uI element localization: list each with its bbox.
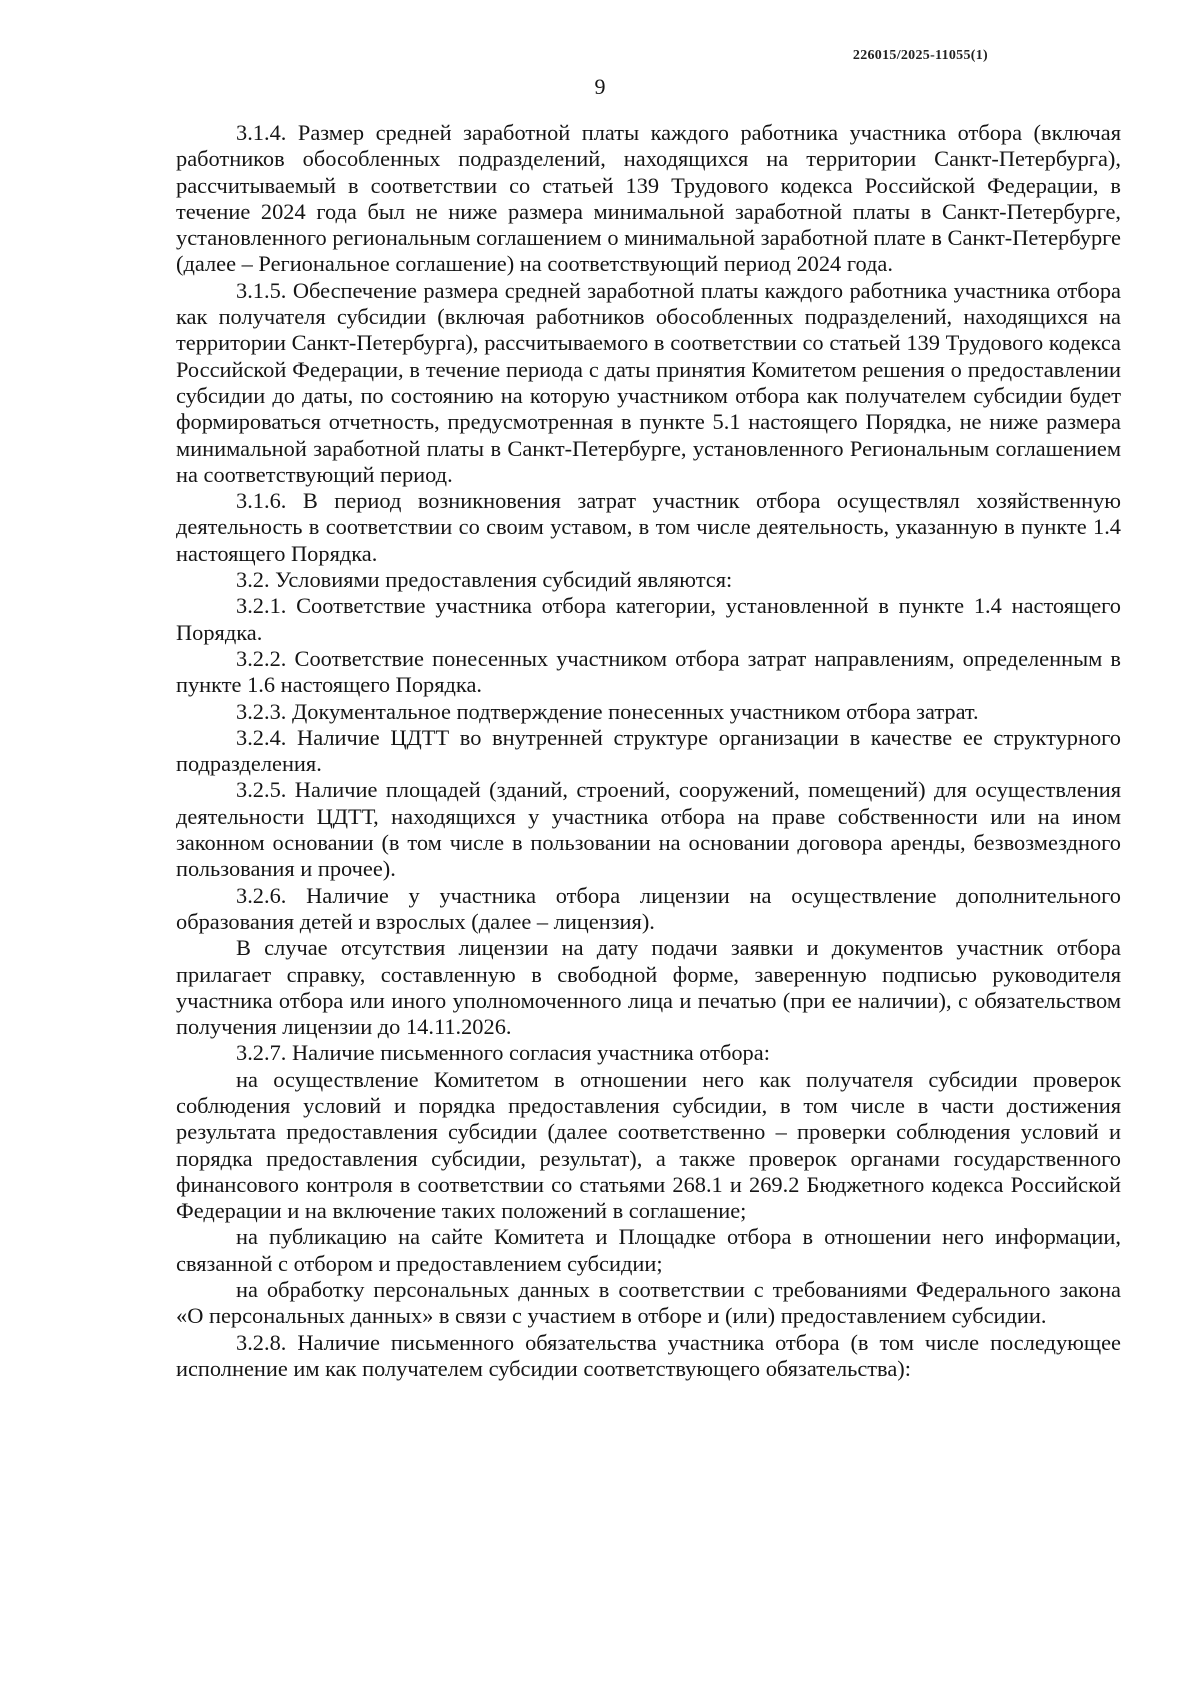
paragraph-3-2: 3.2. Условиями предоставления субсидий являются: [236,567,733,593]
paragraph-3-2-6: 3.2.6. Наличие у участника отбора лицензии на осуществление дополнительного образования детей и взрослых (далее – лицензия). [176,882,1121,934]
paragraph-3-2-2: 3.2.2. Соответствие понесенных участником отбора затрат направлениям, определенным в пункте 1.6 настоящего Порядка. [176,645,1121,698]
paragraph-consent-personal-data: на обработку персональных данных в соответствии с требованиями Федерального закона «О персональных данных» в связи с участием в отборе и (или) предоставлением субсидии. [176,1277,1121,1329]
paragraph-3-1-4: 3.1.4. Размер средней заработной платы каждого работника участника отбора (включая работников обособленных подразделений, находящихся на территории Санкт-Петербурга), рассчитываемый в соответствии со статьей 139 Трудового кодекса Российской Федерации, в течение 2024 года был не ниже размера минимальной заработной платы в Санкт-Петербурге, установленного региональным соглашением о минимальной заработной плате в Санкт-Петербурге (далее – Региональное соглашение) на соответствующий период 2024 года. [176,120,1121,277]
page-number: 9 [594,74,606,99]
paragraph-3-2-4: 3.2.4. Наличие ЦДТТ во внутренней структуре организации в качестве ее структурного подразделения. [176,724,1121,777]
paragraph-3-2-7: 3.2.7. Наличие письменного согласия участника отбора: [236,1040,770,1066]
paragraph-consent-publication: на публикацию на сайте Комитета и Площадке отбора в отношении него информации, связанной с отбором и предоставлением субсидии; [176,1224,1121,1276]
paragraph-3-2-1: 3.2.1. Соответствие участника отбора категории, установленной в пункте 1.4 настоящего Порядка. [176,593,1121,645]
paragraph-3-1-6: 3.1.6. В период возникновения затрат участник отбора осуществлял хозяйственную деятельность в соответствии со своим уставом, в том числе деятельность, указанную в пункте 1.4 настоящего Порядка. [176,488,1121,566]
registration-number: 226015/2025-11055(1) [852,48,988,63]
paragraph-license-absence: В случае отсутствия лицензии на дату подачи заявки и документов участник отбора прилагает справку, составленную в свободной форме, заверенную подписью руководителя участника отбора или иного уполномоченного лица и печатью (при ее наличии), с обязательством получения лицензии до 14.11.2026. [176,935,1121,1040]
paragraph-3-1-5: 3.1.5. Обеспечение размера средней заработной платы каждого работника участника отбора как получателя субсидии (включая работников обособленных подразделений, находящихся на территории Санкт-Петербурга), рассчитываемого в соответствии со статьей 139 Трудового кодекса Российской Федерации, в течение периода с даты принятия Комитетом решения о предоставлении субсидии до даты, по состоянию на которую участником отбора как получателем субсидии будет формироваться отчетность, предусмотренная в пункте 5.1 настоящего Порядка, не ниже размера минимальной заработной платы в Санкт-Петербурге, установленного Региональным соглашением на соответствующий период. [176,277,1121,487]
paragraph-3-2-3: 3.2.3. Документальное подтверждение понесенных участником отбора затрат. [236,698,979,724]
document-body [176,120,1121,1382]
paragraph-3-2-8: 3.2.8. Наличие письменного обязательства участника отбора (в том числе последующее исполнение им как получателем субсидии соответствующего обязательства): [176,1329,1121,1381]
paragraph-3-2-5: 3.2.5. Наличие площадей (зданий, строений, сооружений, помещений) для осуществления деятельности ЦДТТ, находящихся у участника отбора на праве собственности или на ином законном основании (в том числе в пользовании на основании договора аренды, безвозмездного пользования и прочее). [176,777,1121,882]
paragraph-consent-inspections: на осуществление Комитетом в отношении него как получателя субсидии проверок соблюдения условий и порядка предоставления субсидии, в том числе в части достижения результата предоставления субсидии (далее соответственно – проверки соблюдения условий и порядка предоставления субсидии, результат), а также проверок органами государственного финансового контроля в соответствии со статьями 268.1 и 269.2 Бюджетного кодекса Российской Федерации и на включение таких положений в соглашение; [176,1066,1121,1224]
